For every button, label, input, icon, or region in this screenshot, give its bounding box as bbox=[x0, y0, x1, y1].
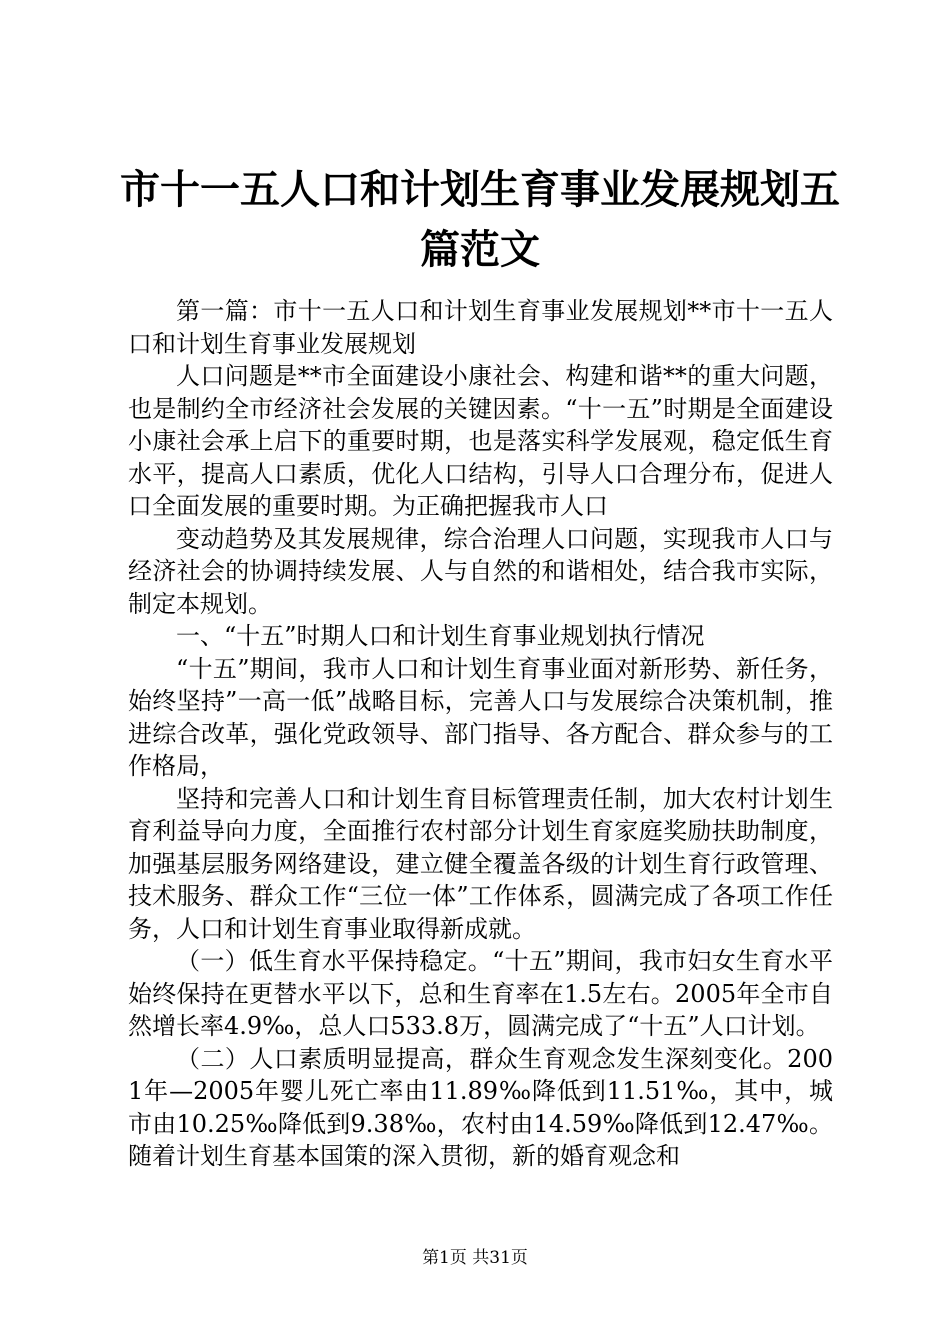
paragraph: 坚持和完善人口和计划生育目标管理责任制，加大农村计划生育利益导向力度，全面推行农村部分计划生育家庭奖励扶助制度，加强基层服务网络建设，建立健全覆盖各级的计划生育行政管理、技术服务、群众工作“三位一体”工作体系，圆满完成了各项工作任务，人口和计划生育事业取得新成就。 bbox=[128, 784, 833, 943]
paragraph: 人口问题是**市全面建设小康社会、构建和谐**的重大问题，也是制约全市经济社会发展的关键因素。“十一五”时期是全面建设小康社会承上启下的重要时期，也是落实科学发展观，稳定低生育水平，提高人口素质，优化人口结构，引导人口合理分布，促进人口全面发展的重要时期。为正确把握我市人口 bbox=[128, 362, 833, 520]
section-heading: 一、“十五”时期人口和计划生育事业规划执行情况 bbox=[176, 622, 705, 650]
paragraph: 第一篇：市十一五人口和计划生育事业发展规划**市十一五人口和计划生育事业发展规划 bbox=[128, 297, 833, 358]
paragraph: “十五”期间，我市人口和计划生育事业面对新形势、新任务，始终坚持”一高一低”战略目标，完善人口与发展综合决策机制，推进综合改革，强化党政领导、部门指导、各方配合、群众参与的工作格局， bbox=[128, 654, 833, 780]
document-title: 市十一五人口和计划生育事业发展规划五篇范文 bbox=[120, 166, 840, 273]
page-footer: 第1页 共31页 bbox=[422, 1248, 528, 1268]
document-body bbox=[128, 295, 833, 1173]
paragraph: 变动趋势及其发展规律，综合治理人口问题，实现我市人口与经济社会的协调持续发展、人与自然的和谐相处，结合我市实际，制定本规划。 bbox=[128, 524, 833, 618]
paragraph: （一）低生育水平保持稳定。“十五”期间，我市妇女生育水平始终保持在更替水平以下，总和生育率在1.5左右。2005年全市自然增长率4.9‰，总人口533.8万，圆满完成了“十五”人口计划。 bbox=[128, 947, 833, 1040]
paragraph: （二）人口素质明显提高，群众生育观念发生深刻变化。2001年—2005年婴儿死亡率由11.89‰降低到11.51‰，其中，城市由10.25‰降低到9.38‰，农村由14.59‰降低到12.47‰。随着计划生育基本国策的深入贯彻，新的婚育观念和 bbox=[128, 1044, 833, 1170]
